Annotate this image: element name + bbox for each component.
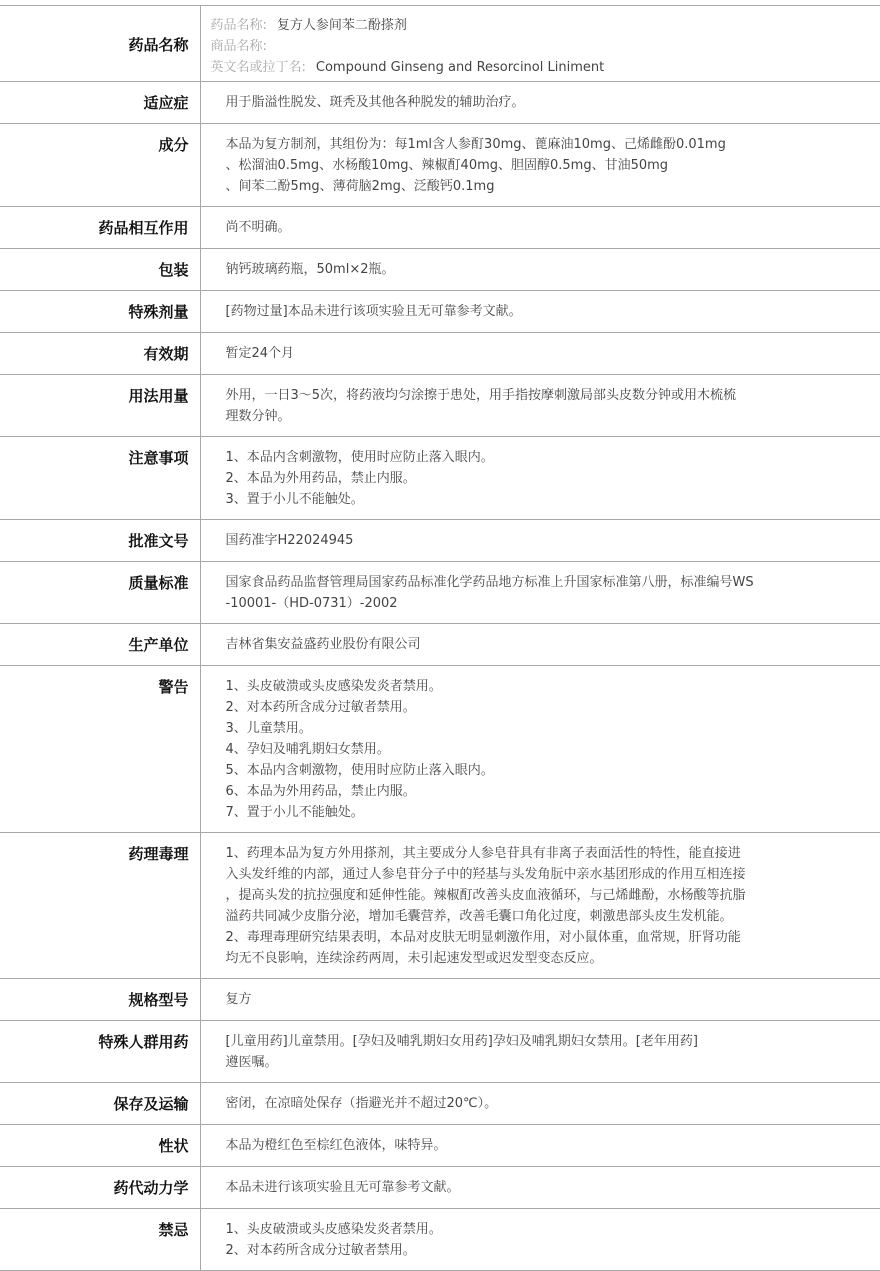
value-line: 7、置于小儿不能触处。 [225,805,364,820]
row-value [200,624,880,666]
value-line: 入头发纤维的内部，通过人参皂苷分子中的羟基与头发角朊中亲水基团形成的作用互相连接 [225,867,746,882]
row-label: 特殊人群用药 [0,1021,200,1083]
english-name-value: Compound Ginseng and Resorcinol Liniment [315,60,605,75]
value-line: 用于脂溢性脱发、斑秃及其他各种脱发的辅助治疗。 [225,95,525,110]
row-value [200,1209,880,1271]
info-row [0,562,880,624]
row-label: 禁忌 [0,1209,200,1271]
row-value [200,82,880,124]
row-value [200,1083,880,1125]
drug-info-body [0,6,880,1271]
info-row [0,624,880,666]
value-line: 遵医嘱。 [225,1055,278,1070]
value-line: 2、对本药所含成分过敏者禁用。 [225,700,416,715]
generic-name-line [211,15,861,36]
info-row [0,375,880,437]
value-line: 2、毒理毒理研究结果表明，本品对皮肤无明显刺激作用，对小鼠体重，血常规，肝肾功能 [225,930,741,945]
value-line: 本品未进行该项实验且无可靠参考文献。 [225,1180,460,1195]
value-line: 2、本品为外用药品，禁止内服。 [225,471,416,486]
info-row [0,249,880,291]
value-line: [儿童用药]儿童禁用。[孕妇及哺乳期妇女用药]孕妇及哺乳期妇女禁用。[老年用药] [225,1034,698,1049]
row-value [200,333,880,375]
info-row [0,437,880,520]
row-value [200,249,880,291]
value-line: 1、药理本品为复方外用搽剂，其主要成分人参皂苷具有非离子表面活性的特性，能直接进 [225,846,741,861]
value-line: 、松溜油0.5mg、水杨酸10mg、辣椒酊40mg、胆固醇0.5mg、甘油50mg [225,158,669,173]
row-label: 成分 [0,124,200,207]
row-label: 药理毒理 [0,833,200,979]
trade-name-key: 商品名称: [210,39,267,54]
value-line: 4、孕妇及哺乳期妇女禁用。 [225,742,390,757]
row-value [200,520,880,562]
info-row [0,666,880,833]
value-line: 5、本品内含刺激物，使用时应防止落入眼内。 [225,763,494,778]
row-label: 药品相互作用 [0,207,200,249]
value-line: 1、本品内含刺激物，使用时应防止落入眼内。 [225,450,494,465]
value-line: 均无不良影响，连续涂药两周，未引起速发型或迟发型变态反应。 [225,951,603,966]
info-row [0,1209,880,1271]
info-row [0,124,880,207]
info-row [0,833,880,979]
row-label: 生产单位 [0,624,200,666]
value-line: 理数分钟。 [225,409,291,424]
row-label: 适应症 [0,82,200,124]
row-label: 批准文号 [0,520,200,562]
value-line: 暂定24个月 [225,346,295,361]
value-line: 本品为橙红色至棕红色液体，味特异。 [225,1138,447,1153]
info-row [0,82,880,124]
english-name-key: 英文名或拉丁名: [210,60,306,75]
row-value [200,207,880,249]
row-value [200,1125,880,1167]
info-row [0,1083,880,1125]
value-line: 国家食品药品监督管理局国家药品标准化学药品地方标准上升国家标准第八册，标准编号WS [225,575,754,590]
value-line: 、间苯二酚5mg、薄荷脑2mg、泛酸钙0.1mg [225,179,495,194]
row-value [200,375,880,437]
value-line: 3、儿童禁用。 [225,721,312,736]
row-value [200,437,880,520]
value-line: 密闭，在凉暗处保存（指避光并不超过20℃）。 [225,1096,498,1111]
value-line: 外用，一日3～5次，将药液均匀涂擦于患处，用手指按摩刺激局部头皮数分钟或用木梳梳 [225,388,737,403]
value-line: 1、头皮破溃或头皮感染发炎者禁用。 [225,1222,442,1237]
value-line: 2、对本药所含成分过敏者禁用。 [225,1243,416,1258]
value-line: 本品为复方制剂，其组份为：每1ml含人参酊30mg、蓖麻油10mg、己烯雌酚0.01mg [225,137,726,152]
row-label: 性状 [0,1125,200,1167]
value-line: 6、本品为外用药品，禁止内服。 [225,784,416,799]
row-label: 规格型号 [0,979,200,1021]
info-row [0,520,880,562]
name-values [200,6,880,82]
value-line: ，提高头发的抗拉强度和延伸性能。辣椒酊改善头皮血液循环，与己烯雌酚，水杨酸等抗脂 [225,888,746,903]
row-label: 包装 [0,249,200,291]
info-row-drug-name [0,6,880,82]
value-line: 1、头皮破溃或头皮感染发炎者禁用。 [225,679,442,694]
row-value [200,666,880,833]
row-label: 特殊剂量 [0,291,200,333]
value-line: 国药准字H22024945 [225,533,354,548]
info-row [0,1021,880,1083]
info-row [0,1167,880,1209]
row-label: 警告 [0,666,200,833]
row-value [200,291,880,333]
info-row [0,333,880,375]
row-value [200,562,880,624]
value-line: [药物过量]本品未进行该项实验且无可靠参考文献。 [225,304,522,319]
row-value [200,833,880,979]
value-line: 3、置于小儿不能触处。 [225,492,364,507]
info-row [0,291,880,333]
value-line: 钠钙玻璃药瓶，50ml×2瓶。 [225,262,395,277]
trade-name-line [211,36,861,57]
row-value [200,1021,880,1083]
value-line: -10001-（HD-0731）-2002 [225,596,398,611]
english-name-line [211,57,861,78]
row-label: 质量标准 [0,562,200,624]
row-label: 有效期 [0,333,200,375]
info-row [0,207,880,249]
info-row [0,1125,880,1167]
value-line: 复方 [225,992,252,1007]
value-line: 吉林省集安益盛药业股份有限公司 [225,637,421,652]
value-line: 溢药共同减少皮脂分泌，增加毛囊营养，改善毛囊口角化过度，刺激患部头皮生发机能。 [225,909,733,924]
generic-name-value: 复方人参间苯二酚搽剂 [276,18,407,33]
row-label: 用法用量 [0,375,200,437]
row-value [200,1167,880,1209]
value-line: 尚不明确。 [225,220,291,235]
row-label: 保存及运输 [0,1083,200,1125]
row-value [200,124,880,207]
drug-info-table [0,5,880,1271]
row-value [200,979,880,1021]
row-label: 药品名称 [0,6,200,82]
info-row [0,979,880,1021]
row-label: 注意事项 [0,437,200,520]
generic-name-key: 药品名称: [210,18,267,33]
row-label: 药代动力学 [0,1167,200,1209]
